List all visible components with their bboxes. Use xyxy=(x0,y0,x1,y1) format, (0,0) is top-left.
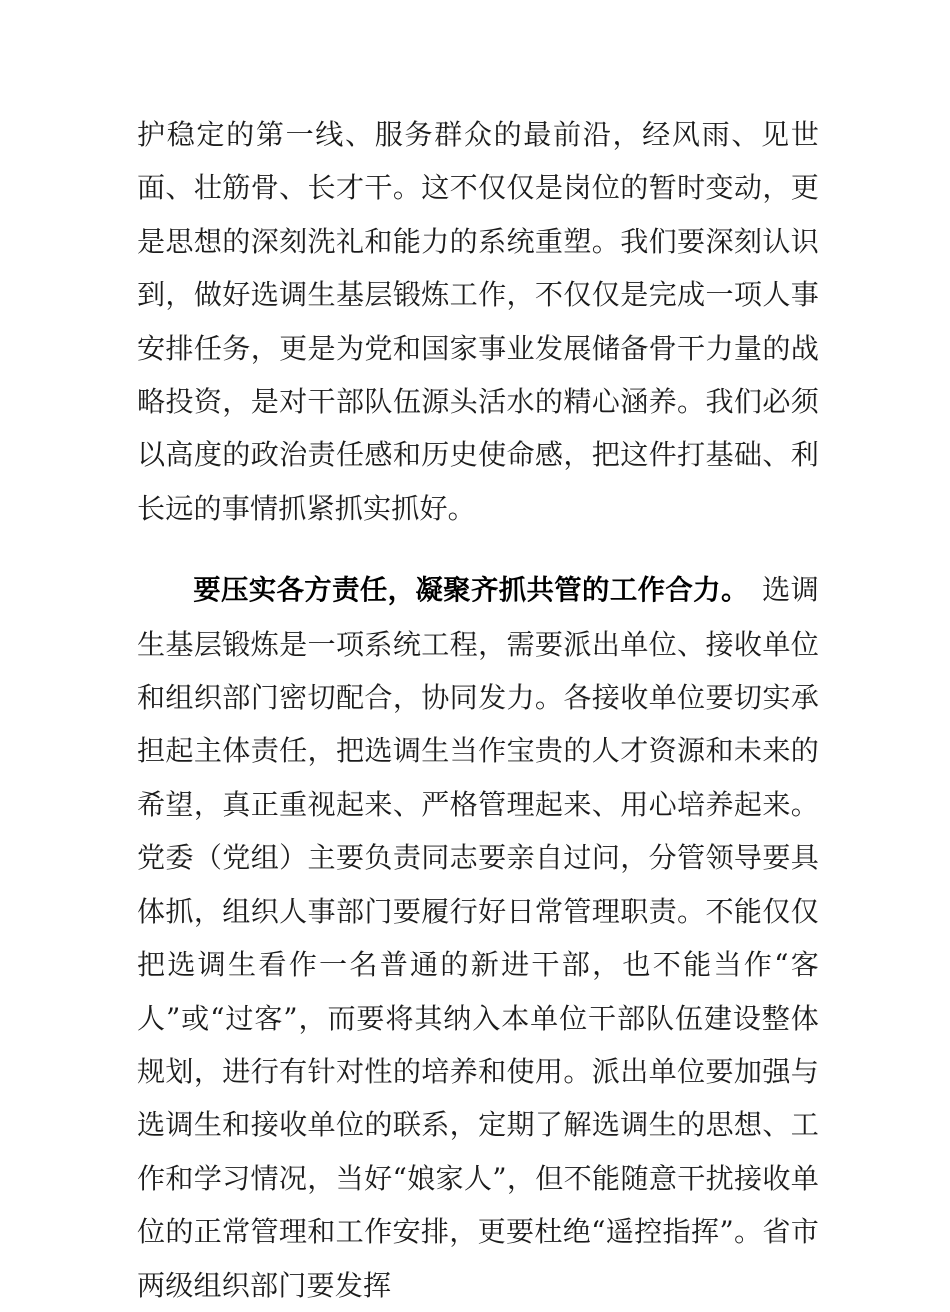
document-text-column xyxy=(137,108,819,1312)
paragraph-body-text: 选调生基层锻炼是一项系统工程，需要派出单位、接收单位和组织部门密切配合，协同发力。各接收单位要切实承担起主体责任，把选调生当作宝贵的人才资源和未来的希望，真正重视起来、严格管理起来、用心培养起来。党委（党组）主要负责同志要亲自过问，分管领导要具体抓，组织人事部门要履行好日常管理职责。不能仅仅把选调生看作一名普通的新进干部，也不能当作“客人”或“过客”，而要将其纳入本单位干部队伍建设整体规划，进行有针对性的培养和使用。派出单位要加强与选调生和接收单位的联系，定期了解选调生的思想、工作和学习情况，当好“娘家人”，但不能随意干扰接收单位的正常管理和工作安排，更要杜绝“遥控指挥”。省市两级组织部门要发挥 xyxy=(137,573,819,1302)
body-paragraph-with-heading xyxy=(137,563,819,1312)
body-paragraph-continued: 护稳定的第一线、服务群众的最前沿，经风雨、见世面、壮筋骨、长才干。这不仅仅是岗位的暂时变动，更是思想的深刻洗礼和能力的系统重塑。我们要深刻认识到，做好选调生基层锻炼工作，不仅仅是完成一项人事安排任务，更是为党和国家事业发展储备骨干力量的战略投资，是对干部队伍源头活水的精心涵养。我们必须以高度的政治责任感和历史使命感，把这件打基础、利长远的事情抓紧抓实抓好。 xyxy=(137,118,819,525)
paragraph-lead-heading: 要压实各方责任，凝聚齐抓共管的工作合力。 xyxy=(193,575,749,607)
